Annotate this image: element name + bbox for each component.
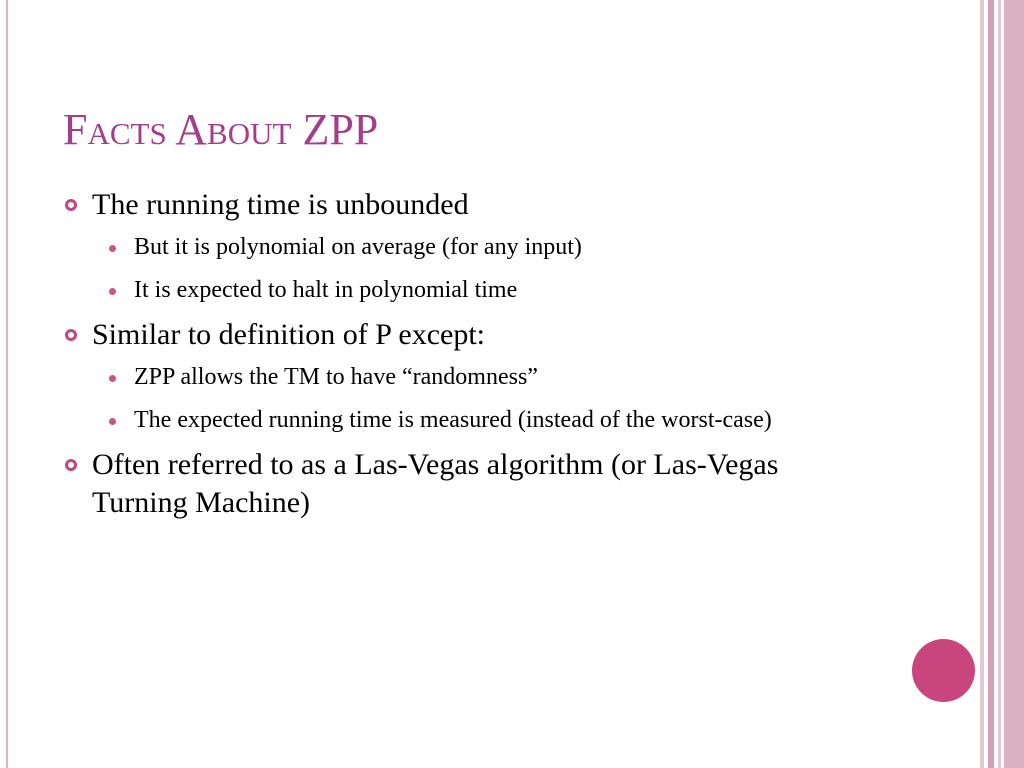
- right-border-stripe-2: [988, 0, 994, 768]
- sub-bullet-text: But it is polynomial on average (for any input): [134, 234, 582, 260]
- dot-bullet-icon: [109, 288, 116, 295]
- bullet-item: [63, 186, 863, 224]
- sub-bullet-text: ZPP allows the TM to have “randomness”: [134, 364, 538, 390]
- bullet-text: Similar to definition of P except:: [92, 318, 485, 351]
- right-border-stripe-4: [1004, 0, 1024, 768]
- sub-bullet-item: [63, 403, 863, 437]
- dot-bullet-icon: [109, 375, 116, 382]
- sub-bullet-item: [63, 360, 863, 394]
- bullet-list: [63, 186, 863, 528]
- sub-bullet-item: [63, 230, 863, 264]
- bullet-text: The running time is unbounded: [92, 188, 469, 221]
- sub-bullet-text: The expected running time is measured (instead of the worst-case): [134, 407, 772, 433]
- slide-title: Facts About ZPP: [63, 105, 379, 154]
- dot-bullet-icon: [109, 245, 116, 252]
- bullet-text: Often referred to as a Las-Vegas algorithm (or Las-Vegas Turning Machine): [92, 448, 779, 519]
- accent-circle: [912, 639, 975, 702]
- bullet-item: [63, 446, 863, 522]
- right-border-stripe-3: [998, 0, 1001, 768]
- left-border-line: [6, 0, 8, 768]
- sub-bullet-item: [63, 273, 863, 307]
- ring-bullet-icon: [65, 329, 77, 341]
- bullet-item: [63, 316, 863, 354]
- sub-bullet-text: It is expected to halt in polynomial time: [134, 277, 518, 303]
- ring-bullet-icon: [65, 459, 77, 471]
- dot-bullet-icon: [109, 418, 116, 425]
- ring-bullet-icon: [65, 199, 77, 211]
- right-border-stripe-1: [980, 0, 984, 768]
